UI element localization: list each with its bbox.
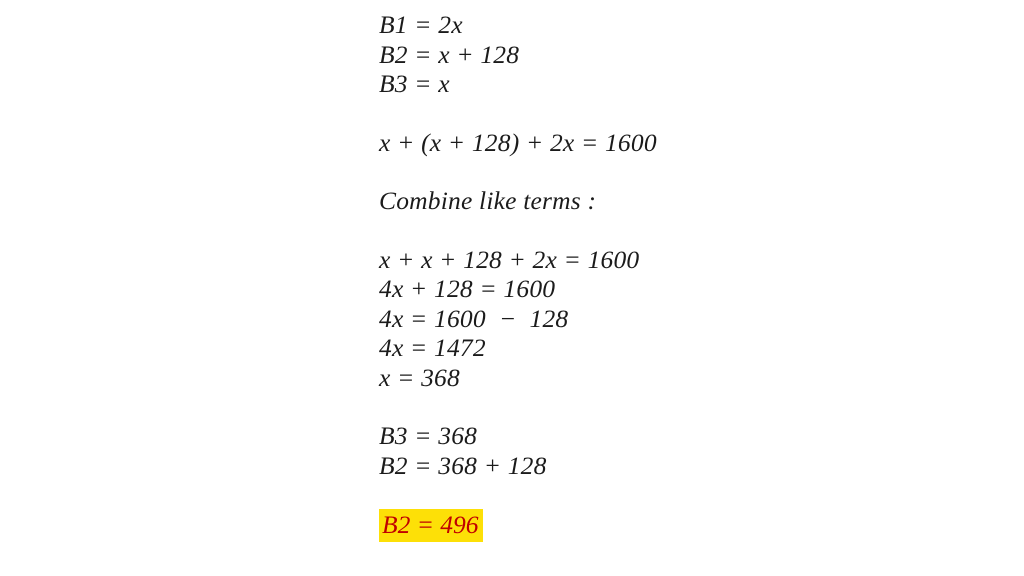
line-b1-definition: B1 = 2x bbox=[379, 10, 463, 39]
line-step-simplified: 4x = 1472 bbox=[379, 333, 486, 362]
line-step-expanded: x + x + 128 + 2x = 1600 bbox=[379, 244, 640, 274]
line-b3-definition: B3 = x bbox=[379, 69, 450, 98]
line-step-subtract: 4x = 1600 − 128 bbox=[379, 303, 569, 333]
line-spacer-2 bbox=[379, 157, 939, 186]
line-b2-substitution: B2 = 368 + 128 bbox=[379, 450, 547, 480]
final-answer-row bbox=[379, 509, 939, 542]
line-combine-like-terms-heading: Combine like terms : bbox=[379, 186, 597, 215]
line-total-equation: x + (x + 128) + 2x = 1600 bbox=[379, 127, 657, 157]
line-spacer-4 bbox=[379, 392, 939, 421]
line-step-solve-x: x = 368 bbox=[379, 362, 460, 392]
line-b2-definition: B2 = x + 128 bbox=[379, 39, 520, 69]
final-answer-highlight: B2 = 496 bbox=[379, 509, 483, 542]
line-spacer-1 bbox=[379, 99, 939, 128]
line-b3-value: B3 = 368 bbox=[379, 421, 478, 450]
worksheet-body bbox=[379, 10, 939, 542]
line-spacer-3 bbox=[379, 216, 939, 245]
line-step-collected: 4x + 128 = 1600 bbox=[379, 274, 556, 303]
